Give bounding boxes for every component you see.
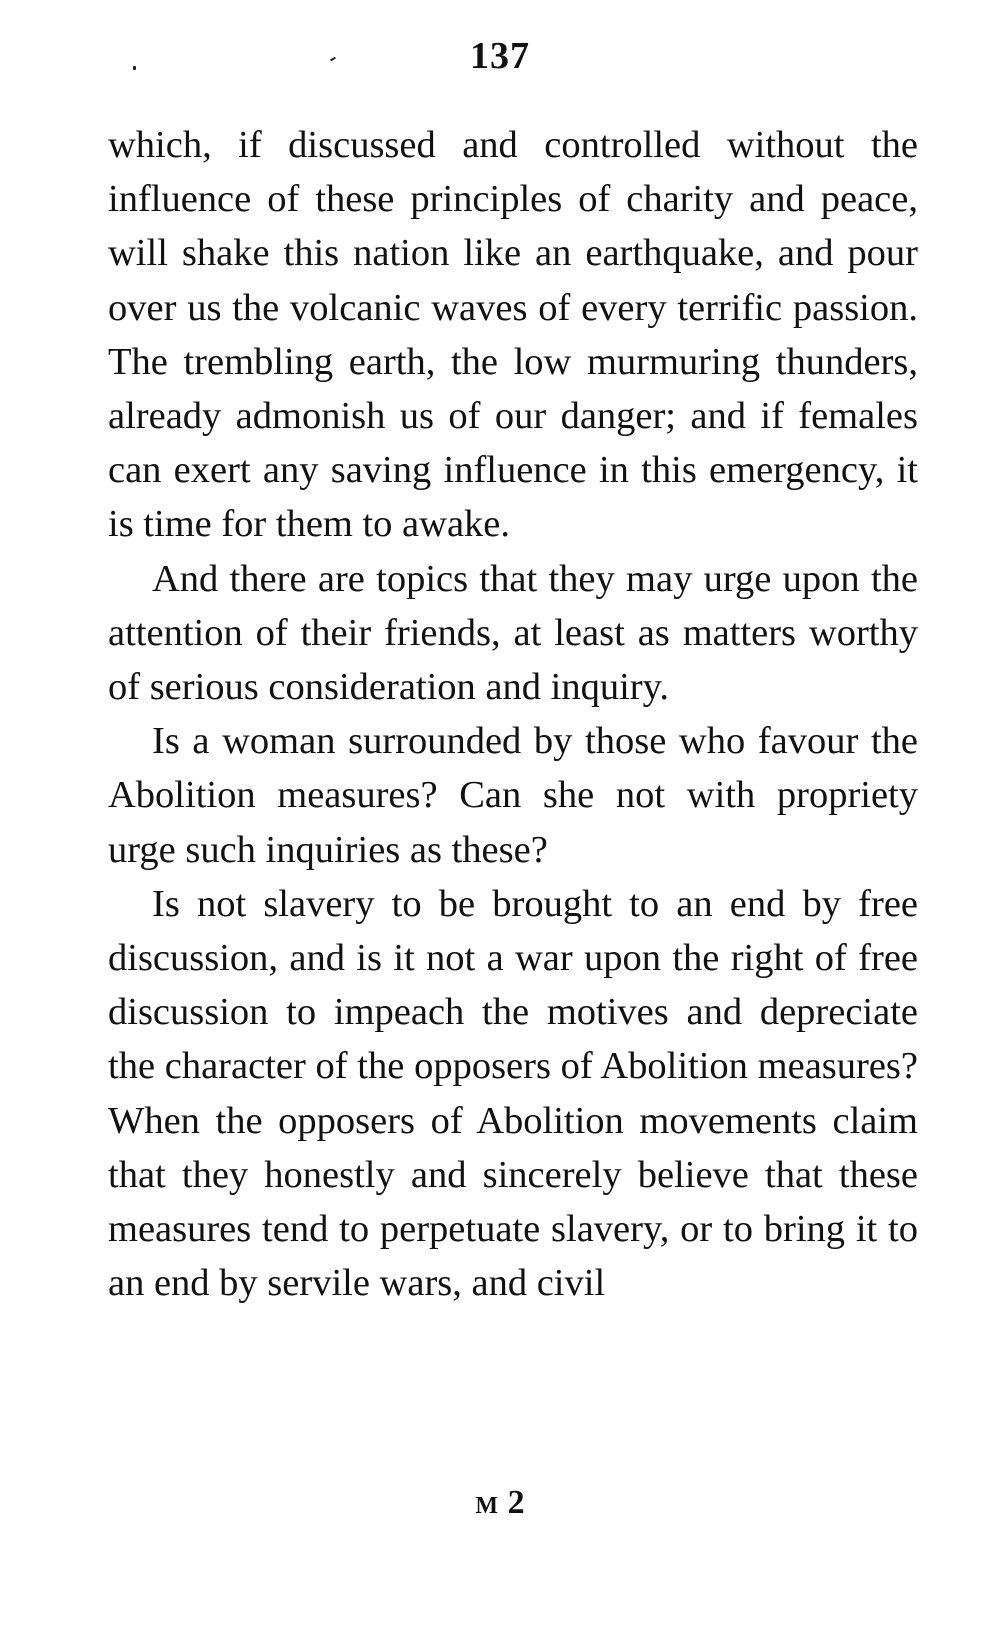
signature-letter: M xyxy=(475,1493,500,1519)
body-text xyxy=(108,118,918,1310)
paragraph-2: And there are topics that they may urge upon the attention of their friends, at least as matters worthy of serious consideration and inquiry. xyxy=(108,557,918,709)
paragraph-3: Is a woman surrounded by those who favour the Abolition measures? Can she not with propriety urge such inquiries as these? xyxy=(108,720,918,871)
paragraph-4: Is not slavery to be brought to an end by free discussion, and is it not a war upon the right of free discussion to impeach the motives and depreciate the character of the opposers of Abolition measures? When the opposers of Abolition movements claim that they honestly and sincerely believe that these measures tend to perpetuate slavery, or to bring it to an end by servile wars, and civil xyxy=(108,882,918,1305)
page-number: 137 xyxy=(470,35,530,77)
paragraph-1: which, if discussed and controlled without the influence of these principles of charity and peace, will shake this nation like an earthquake, and pour over us the volcanic waves of every terrific passion. The trembling earth, the low murmuring thunders, already admonish us of our danger; and if females can exert any saving influence in this emergency, it is time for them to awake. xyxy=(108,124,918,546)
signature-mark xyxy=(0,1484,1000,1522)
signature-number: 2 xyxy=(507,1484,525,1521)
